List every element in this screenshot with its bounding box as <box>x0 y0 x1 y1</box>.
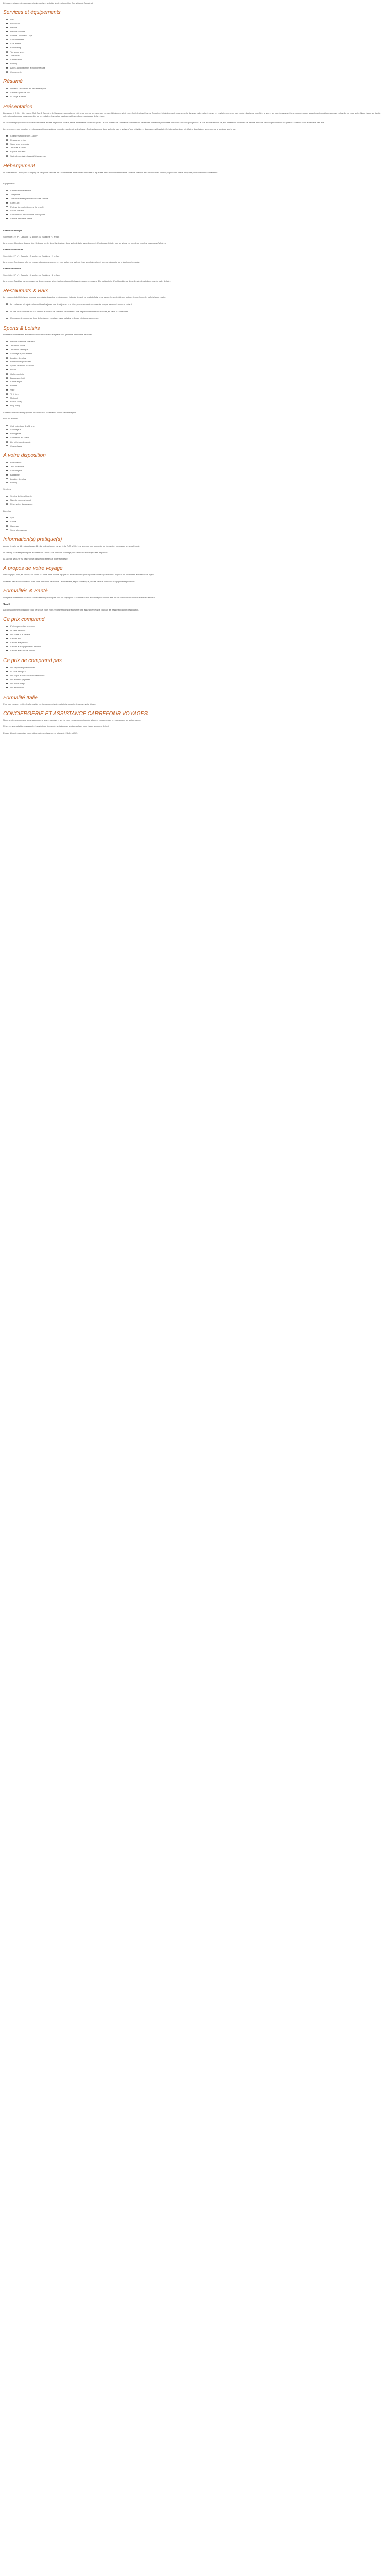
restaurants-list <box>3 302 382 307</box>
list-item: Accès aux personnes à mobilité réduite <box>10 66 382 70</box>
formalites-paragraph: Une pièce d'identité en cours de validité est obligatoire pour tous les voyageurs. Les mineurs non accompagnés doivent être munis d'une autorisation de sortie du territoire. <box>3 596 155 599</box>
room-title: Chambre Supérieure <box>3 248 23 251</box>
propos-paragraph: N'hésitez pas à nous contacter pour toute demande particulière : anniversaire, séjour romantique, arrivée tardive ou besoin d'équipement spécifique. <box>3 580 135 583</box>
list-item: Climatisation <box>10 58 382 62</box>
room-title: Chambre Classique <box>3 229 22 232</box>
divertissement-list <box>3 461 382 485</box>
list-item: Club enfants de 4 à 12 ans <box>10 424 382 428</box>
list-item: Les soins au spa <box>10 682 382 686</box>
list-item: Piscine extérieure chauffée <box>10 340 382 344</box>
formalites-subtitle: Santé <box>3 603 10 607</box>
amenities-list <box>3 134 382 158</box>
list-item: Terrain de pétanque <box>10 348 382 352</box>
cepasprix-title: Ce prix ne comprend pas <box>3 657 62 664</box>
restaurants-list <box>3 316 382 320</box>
room-meta: Superficie : 37 m² - Capacité : 4 adultes ou 2 adultes + 2 enfants <box>3 273 61 276</box>
restaurants-list <box>3 310 382 314</box>
enfants-label: Pour les enfants <box>3 417 18 420</box>
equipements-list <box>3 189 382 221</box>
room-meta: Superficie : 22 m² - Capacité : 2 adultes ou 2 adultes + 1 enfant <box>3 235 60 239</box>
list-item: Randonnées pédestres <box>10 360 382 364</box>
list-item: Parking <box>10 62 382 66</box>
services-list <box>3 18 382 74</box>
list-item: Un snack est proposé au bord de la piscine en saison, avec salades, grillades et glaces à emporter. <box>10 316 382 320</box>
hebergement-title: Hébergement <box>3 163 35 169</box>
list-item: Espace bien-être <box>10 150 382 154</box>
propos-title: A propos de votre voyage <box>3 566 63 572</box>
bienetre-label: Bien-être <box>3 509 11 512</box>
list-item: Bagagerie <box>10 473 382 477</box>
list-item: Sports nautiques sur le lac <box>10 364 382 368</box>
list-item: Sèche-cheveux <box>10 209 382 213</box>
list-item: Terrasse et jardin <box>10 146 382 150</box>
formalites-subparagraph: Aucun vaccin n'est obligatoire pour ce séjour. Nous vous recommandons de souscrire une assurance voyage couvrant les frais médicaux et d'annulation. <box>3 608 139 612</box>
list-item: Climatisation réversible <box>10 189 382 193</box>
list-item: L'hébergement en chambre <box>10 624 382 629</box>
room-text: La chambre Familiale est composée de deux espaces séparés et peut accueillir jusqu'à quatre personnes. Elle est équipée d'un lit double, de deux lits simples et d'une grande salle de bain. <box>3 280 171 283</box>
info-paragraph: Arrivée à partir de 16h, départ avant 11h. Le petit-déjeuner est servi de 7h30 à 10h. Les animaux sont acceptés sur demande, moyennant un supplément. <box>3 545 140 548</box>
list-item: Piscine <box>10 26 382 30</box>
room-meta: Superficie : 27 m² - Capacité : 3 adultes ou 2 adultes + 1 enfant <box>3 254 60 257</box>
list-item: Jeux de société <box>10 465 382 469</box>
list-item: Soins et massages <box>10 528 382 532</box>
restaurants-title: Restaurants & Bars <box>3 288 49 294</box>
info-paragraph: Le parking privé est gratuit pour les clients de l'hôtel. Une borne de recharge pour véhicules électriques est disponible. <box>3 551 108 554</box>
page <box>0 0 385 748</box>
list-item: Terrain de tennis <box>10 344 382 348</box>
list-item: Salle de séminaire jusqu'à 50 personnes <box>10 154 382 158</box>
enfants-list <box>3 424 382 448</box>
propos-paragraph: Vous voyagez seul, en couple, en famille ou entre amis ? Notre équipe est à votre écoute pour organiser votre séjour et vous proposer les meilleures activités de la région. <box>3 573 155 577</box>
formalites-title: Formalités & Santé <box>3 588 48 594</box>
list-item: Wifi <box>10 18 382 22</box>
conciergerie-paragraph: En cas d'imprévu pendant votre séjour, notre assistance est joignable 24h/24 et 7j/7. <box>3 731 78 734</box>
intro-text: Découvrez ci-après les services, équipements et activités à votre disposition. Bon séjour à Sanguinet. <box>3 2 93 4</box>
list-item: Les dépenses personnelles <box>10 666 382 670</box>
list-item: Piscine couverte <box>10 30 382 34</box>
list-item: Articles de toilette offerts <box>10 217 382 221</box>
ceprix-title: Ce prix comprend <box>3 617 45 623</box>
list-item: Tir à l'arc <box>10 392 382 396</box>
list-item: Beach-volley <box>10 400 382 404</box>
list-item: L'accès aux équipements de loisirs <box>10 645 382 649</box>
sports-title: Sports & Loisirs <box>3 326 40 332</box>
list-item: Chaise haute <box>10 444 382 448</box>
list-item: Navette gare / aéroport <box>10 498 382 502</box>
list-item: Restaurant <box>10 22 382 26</box>
list-item: Laverie / lavomatic - Spa <box>10 33 382 38</box>
formalite-title: Formalité Italie <box>3 694 38 701</box>
info-paragraph: La taxe de séjour n'est pas incluse dans le prix et sera à régler sur place. <box>3 557 68 560</box>
sports-list <box>3 340 382 408</box>
list-item: Restaurant et bar <box>10 138 382 142</box>
list-item: Spa <box>10 516 382 520</box>
list-item: L'accès wifi <box>10 637 382 641</box>
cepasprix-list <box>3 666 382 690</box>
services-title: Services et équipements <box>3 10 61 16</box>
list-item: Chambres supérieures - 30 m² <box>10 134 382 138</box>
divertissement-title: A votre disposition <box>3 453 46 459</box>
presentation-paragraph: Les chambres sont réparties en plusieurs catégories afin de répondre aux besoins de chacun. Toutes disposent d'une salle de bain privative, d'une télévision et d'un accès wifi gratuit. Certaines chambres bénéficient d'un balcon avec vue sur le jardin ou sur le lac. <box>3 127 236 130</box>
list-item: Télévision <box>10 54 382 58</box>
list-item: Pêche <box>10 368 382 372</box>
list-item: Baby-sitting <box>10 46 382 50</box>
list-item: Location de vélos <box>10 477 382 481</box>
room-text: La chambre Classique dispose d'un lit double ou de deux lits simples, d'une salle de bain avec douche et d'un bureau. Idéale pour un séjour en couple ou pour les voyageurs d'affaires. <box>3 242 166 245</box>
conciergerie-title: CONCIERGERIE ET ASSISTANCE CARREFOUR VOYAGES <box>3 711 148 717</box>
list-item: Aire de jeux pour enfants <box>10 352 382 356</box>
list-item: Aire de jeux <box>10 428 382 432</box>
list-item: Paddle <box>10 384 382 388</box>
list-item: Les taxes et le service <box>10 633 382 637</box>
list-item: Réservation d'excursions <box>10 502 382 506</box>
list-item: Voile <box>10 388 382 392</box>
resume-list <box>3 87 382 98</box>
list-item: Mini-golf <box>10 396 382 400</box>
hebergement-paragraph: Le Hôtel Nuevo Club Spa & Camping de Sanguinet dispose de 125 chambres entièrement rénovées et équipées de tout le confort moderne. Chaque chambre est décorée avec soin et propose une literie de qualité pour un sommeil réparateur. <box>3 171 218 174</box>
servicesplus-label: Services + <box>3 488 13 491</box>
list-item: Ping-pong <box>10 404 382 408</box>
list-item: Service de blanchisserie <box>10 494 382 498</box>
list-item: Salle de bain avec douche ou baignoire <box>10 213 382 217</box>
list-item: Hammam <box>10 524 382 528</box>
presentation-paragraph: Bienvenue à l'hôtel Hôtel Nuevo Club Spa & Camping de Sanguinet, une adresse pleine de charme au cœur des Landes. Idéalement situé entre forêt de pins et lac de Sanguinet, l'établissement vous accueille dans un cadre naturel préservé. Les hébergements tout confort, la piscine chauffée, le spa et les nombreuses activités proposées vous garantissent un séjour reposant en famille ou entre amis. Notre équipe se tient à votre disposition pour vous conseiller sur les balades, les sorties nautiques et les meilleures adresses de la région. <box>3 111 381 118</box>
list-item: Télévision écran plat avec chaînes satellite <box>10 197 382 201</box>
conciergerie-paragraph: Notre service conciergerie vous accompagne avant, pendant et après votre voyage pour répondre à toutes vos demandes et vous assurer un séjour serein. <box>3 719 141 722</box>
list-item: Plateau de courtoisie avec thé et café <box>10 205 382 209</box>
room-title: Chambre Familiale <box>3 267 21 270</box>
list-item: Bibliothèque <box>10 461 382 465</box>
presentation-title: Présentation <box>3 104 33 110</box>
list-item: Club enfant <box>10 42 382 46</box>
list-item: Les activités payantes <box>10 677 382 682</box>
servicesplus-list <box>3 494 382 506</box>
list-item: La plage à 200 m <box>10 95 382 99</box>
list-item: Terrain de sport <box>10 50 382 54</box>
list-item: Parking <box>10 481 382 485</box>
list-item: Conciergerie <box>10 70 382 74</box>
list-item: L'accès à la piscine <box>10 641 382 645</box>
list-item: Golf à proximité <box>10 372 382 376</box>
bienetre-list <box>3 516 382 532</box>
list-item: Le petit-déjeuner <box>10 629 382 633</box>
list-item: Location de vélos <box>10 356 382 360</box>
list-item: Lettres à l'accueil en en-tête et réception <box>10 87 382 91</box>
list-item: Salon avec cheminée <box>10 142 382 146</box>
room-text: La chambre Supérieure offre un espace plus généreux avec un coin salon, une salle de bain avec baignoire et une vue dégagée sur le jardin ou la piscine. <box>3 261 140 264</box>
ceprix-list <box>3 624 382 653</box>
formalite-paragraph: Pour tout voyage, vérifiez les formalités en vigueur auprès des autorités compétentes avant votre départ. <box>3 702 96 705</box>
list-item: Coffre-fort <box>10 201 382 205</box>
list-item: Pataugeoire <box>10 432 382 436</box>
equipements-label: Equipements <box>3 182 15 185</box>
list-item: Canoë-kayak <box>10 380 382 384</box>
list-item: Salle de jeux <box>10 469 382 473</box>
list-item: Les repas et boissons non mentionnés <box>10 674 382 678</box>
list-item: Lits bébé sur demande <box>10 440 382 444</box>
conciergerie-paragraph: Réservez vos activités, restaurants, transferts ou demandes spéciales en quelques clics, notre équipe s'occupe de tout. <box>3 725 109 728</box>
list-item: Arrivée à partir de 16h <box>10 91 382 95</box>
info-title: Information(s) pratique(s) <box>3 537 62 543</box>
presentation-paragraph: Le restaurant propose une cuisine traditionnelle à base de produits locaux, servie en terrasse aux beaux jours. Le soir, profitez de l'ambiance conviviale du bar et des animations proposées en saison. Pour les plus jeunes, le club enfants et l'aire de jeux offrent des moments de détente en toute sécurité pendant que les parents se ressourcent à l'espace bien-être. <box>3 121 325 124</box>
sports-paragraph: Profitez de nombreuses activités sportives et de loisirs sur place ou à proximité immédiate de l'hôtel. <box>3 333 92 336</box>
restaurants-paragraph: Le restaurant de l'hôtel vous propose une cuisine inventive et généreuse, élaborée à partir de produits frais et de saison. Le petit-déjeuner est servi sous forme de buffet chaque matin. <box>3 296 166 299</box>
list-item: Le bar vous accueille de 10h à minuit autour d'une sélection de cocktails, vins régionaux et boissons fraîches, en salle ou en terrasse. <box>10 310 382 314</box>
list-item: Sauna <box>10 520 382 524</box>
list-item: Téléphone <box>10 193 382 197</box>
list-item: Balades en forêt <box>10 376 382 380</box>
list-item: L'accès à la salle de fitness <box>10 649 382 653</box>
list-item: La taxe de séjour <box>10 670 382 674</box>
sports-note: Certaines activités sont payantes et soumises à réservation auprès de la réception. <box>3 411 77 414</box>
list-item: Salle de fitness <box>10 38 382 42</box>
list-item: Les assurances <box>10 686 382 690</box>
list-item: Animations en saison <box>10 436 382 440</box>
list-item: Le restaurant principal est ouvert tous les jours pour le déjeuner et le dîner, avec une carte renouvelée chaque saison et un menu enfant. <box>10 302 382 307</box>
resume-title: Résumé <box>3 79 23 85</box>
